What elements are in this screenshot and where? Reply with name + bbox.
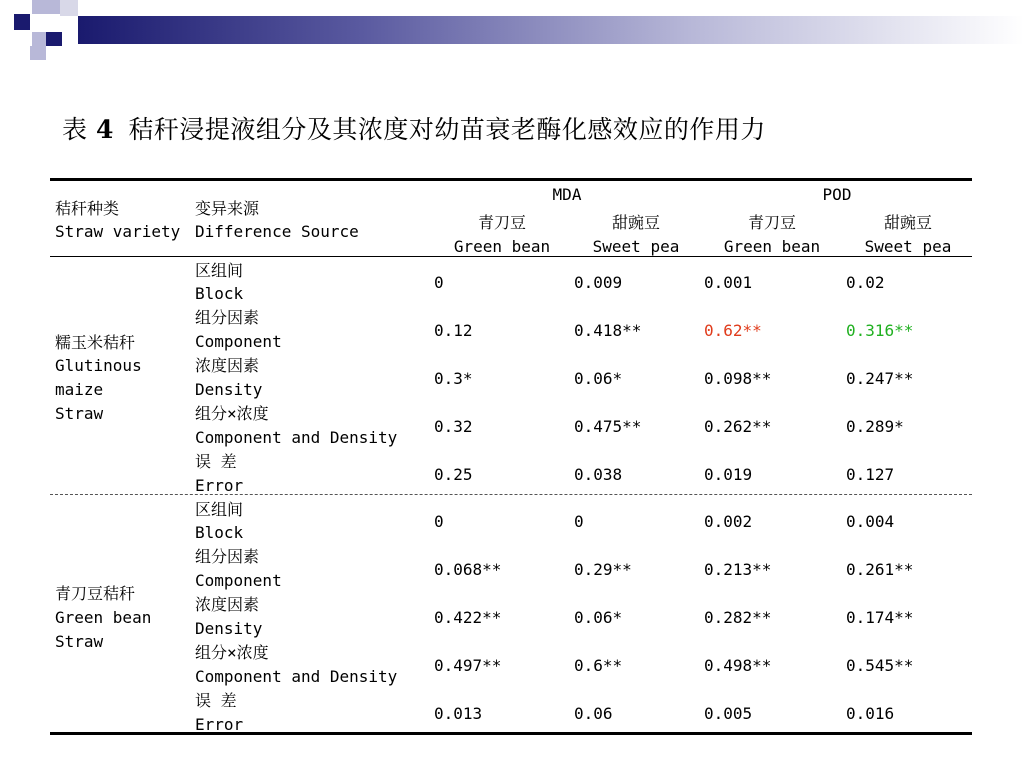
g1-r2-source-zh: 组分因素 bbox=[195, 308, 260, 327]
header-straw-en: Straw variety bbox=[55, 222, 181, 241]
g2-r3-v3: 0.282** bbox=[704, 608, 772, 627]
deco-square-4 bbox=[32, 32, 46, 46]
group1-label-en1: Glutinous bbox=[55, 356, 142, 375]
title-prefix: 表 bbox=[62, 115, 88, 144]
g2-r5-source-zh: 误 差 bbox=[195, 691, 237, 710]
deco-square-5 bbox=[60, 0, 78, 16]
g2-r5-source-en: Error bbox=[195, 715, 244, 734]
header-source-en: Difference Source bbox=[195, 222, 359, 241]
g2-r1-v2: 0 bbox=[574, 512, 584, 531]
title-text: 秸秆浸提液组分及其浓度对幼苗衰老酶化感效应的作用力 bbox=[128, 115, 766, 144]
deco-square-2 bbox=[32, 0, 46, 14]
g1-r5-v3: 0.019 bbox=[704, 465, 753, 484]
g1-r5-source-zh: 误 差 bbox=[195, 452, 237, 471]
header-pod: POD bbox=[822, 185, 852, 204]
g2-r2-v4: 0.261** bbox=[846, 560, 914, 579]
header-col3-zh: 青刀豆 bbox=[747, 213, 796, 232]
header-col2-zh: 甜豌豆 bbox=[611, 213, 660, 232]
header-col1-en: Green bean bbox=[453, 237, 551, 256]
g2-r4-source-en: Component and Density bbox=[195, 667, 398, 686]
g1-r1-source-en: Block bbox=[195, 284, 244, 303]
g1-r3-source-en: Density bbox=[195, 380, 263, 399]
g1-r4-v2: 0.475** bbox=[574, 417, 642, 436]
g1-r4-source-zh: 组分×浓度 bbox=[195, 404, 269, 423]
g1-r4-v1: 0.32 bbox=[434, 417, 473, 436]
deco-square-7 bbox=[30, 46, 46, 60]
deco-square-6 bbox=[46, 32, 62, 46]
header-col4-zh: 甜豌豆 bbox=[883, 213, 932, 232]
deco-square-1 bbox=[14, 14, 30, 30]
header-col3-en: Green bean bbox=[723, 237, 821, 256]
g2-r1-source-en: Block bbox=[195, 523, 244, 542]
header-source-zh: 变异来源 bbox=[195, 199, 260, 218]
g1-r5-v1: 0.25 bbox=[434, 465, 473, 484]
g1-r1-v1: 0 bbox=[434, 273, 444, 292]
g2-r5-v2: 0.06 bbox=[574, 704, 613, 723]
header-straw-zh: 秸秆种类 bbox=[55, 199, 120, 218]
group2-label-zh: 青刀豆秸秆 bbox=[55, 584, 136, 603]
g2-r4-v2: 0.6** bbox=[574, 656, 623, 675]
g1-r1-v3: 0.001 bbox=[704, 273, 753, 292]
g1-r2-v4: 0.316** bbox=[846, 321, 914, 340]
g2-r3-v2: 0.06* bbox=[574, 608, 623, 627]
table-bottom-rule bbox=[50, 732, 972, 735]
g1-r3-source-zh: 浓度因素 bbox=[195, 356, 260, 375]
group1-label-zh: 糯玉米秸秆 bbox=[55, 333, 136, 352]
g1-r1-v4: 0.02 bbox=[846, 273, 885, 292]
header-mda: MDA bbox=[552, 185, 582, 204]
g1-r4-source-en: Component and Density bbox=[195, 428, 398, 447]
g1-r1-source-zh: 区组间 bbox=[195, 261, 244, 280]
g1-r1-v2: 0.009 bbox=[574, 273, 623, 292]
title-number: 4 bbox=[95, 115, 114, 144]
g1-r3-v3: 0.098** bbox=[704, 369, 772, 388]
g2-r1-v4: 0.004 bbox=[846, 512, 895, 531]
header-col2-en: Sweet pea bbox=[592, 237, 680, 256]
group2-label-en1: Green bean bbox=[55, 608, 152, 627]
g1-r2-v2: 0.418** bbox=[574, 321, 642, 340]
g2-r1-v1: 0 bbox=[434, 512, 444, 531]
g1-r4-v3: 0.262** bbox=[704, 417, 772, 436]
g1-r2-v1: 0.12 bbox=[434, 321, 473, 340]
g2-r3-v1: 0.422** bbox=[434, 608, 502, 627]
g1-r2-source-en: Component bbox=[195, 332, 282, 351]
slide-title bbox=[62, 110, 766, 146]
g2-r1-source-zh: 区组间 bbox=[195, 500, 244, 519]
g2-r2-source-en: Component bbox=[195, 571, 282, 590]
g2-r3-v4: 0.174** bbox=[846, 608, 914, 627]
g1-r2-v3: 0.62** bbox=[704, 321, 762, 340]
g1-r3-v2: 0.06* bbox=[574, 369, 623, 388]
deco-square-3 bbox=[46, 0, 60, 14]
g2-r4-v3: 0.498** bbox=[704, 656, 772, 675]
g1-r5-source-en: Error bbox=[195, 476, 244, 495]
g2-r4-v4: 0.545** bbox=[846, 656, 914, 675]
table-top-rule bbox=[50, 178, 972, 181]
header-gradient-bar bbox=[78, 16, 1024, 44]
g2-r2-v1: 0.068** bbox=[434, 560, 502, 579]
group2-label-en2: Straw bbox=[55, 632, 104, 651]
group1-label-en2: maize bbox=[55, 380, 104, 399]
g2-r5-v4: 0.016 bbox=[846, 704, 895, 723]
g2-r5-v3: 0.005 bbox=[704, 704, 753, 723]
g1-r4-v4: 0.289* bbox=[846, 417, 904, 436]
g1-r5-v2: 0.038 bbox=[574, 465, 623, 484]
g2-r3-source-en: Density bbox=[195, 619, 263, 638]
group1-label-en3: Straw bbox=[55, 404, 104, 423]
group-separator bbox=[50, 494, 972, 495]
g2-r5-v1: 0.013 bbox=[434, 704, 483, 723]
g2-r4-v1: 0.497** bbox=[434, 656, 502, 675]
g1-r5-v4: 0.127 bbox=[846, 465, 895, 484]
g2-r2-source-zh: 组分因素 bbox=[195, 547, 260, 566]
g2-r1-v3: 0.002 bbox=[704, 512, 753, 531]
g1-r3-v1: 0.3* bbox=[434, 369, 473, 388]
header-col4-en: Sweet pea bbox=[864, 237, 952, 256]
g2-r3-source-zh: 浓度因素 bbox=[195, 595, 260, 614]
header-col1-zh: 青刀豆 bbox=[477, 213, 526, 232]
g2-r2-v2: 0.29** bbox=[574, 560, 632, 579]
g1-r3-v4: 0.247** bbox=[846, 369, 914, 388]
g2-r4-source-zh: 组分×浓度 bbox=[195, 643, 269, 662]
g2-r2-v3: 0.213** bbox=[704, 560, 772, 579]
